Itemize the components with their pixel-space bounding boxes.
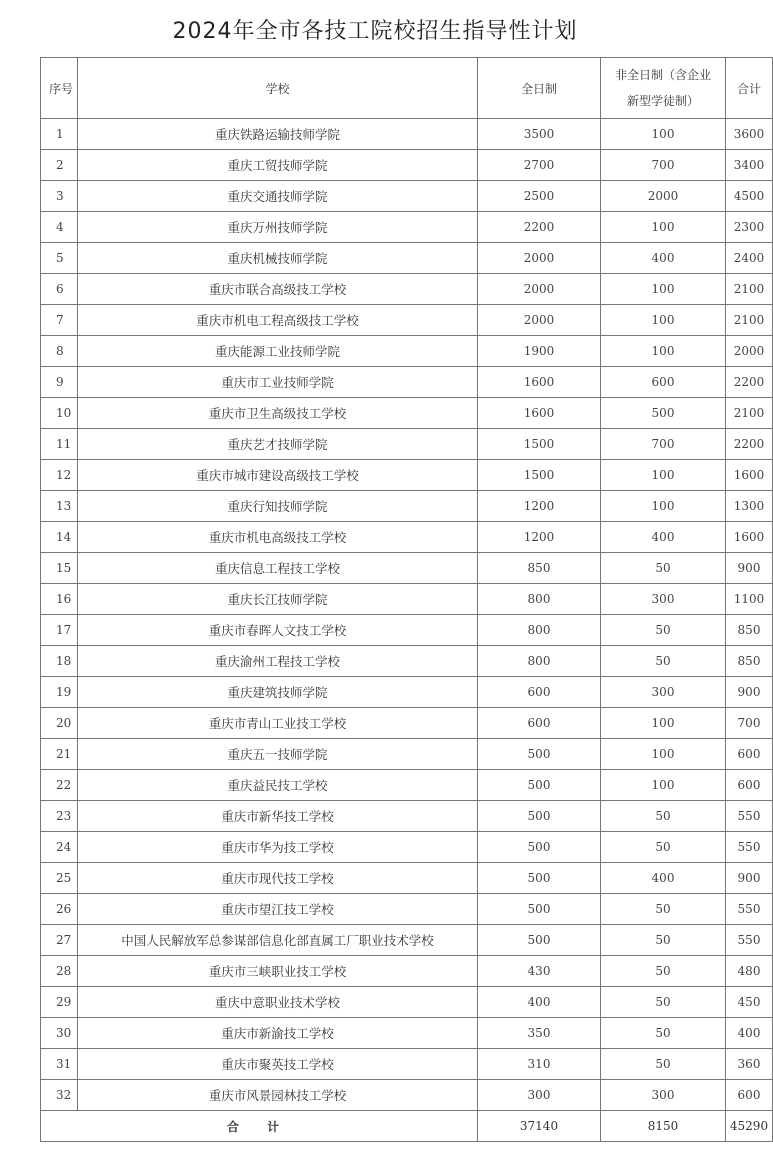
row-fulltime: 2700 — [478, 150, 601, 181]
row-school: 重庆渝州工程技工学校 — [78, 646, 478, 677]
row-fulltime: 600 — [478, 677, 601, 708]
page-title: 2024年全市各技工院校招生指导性计划 — [172, 19, 578, 44]
header-index: 序号 — [41, 58, 78, 119]
row-parttime: 50 — [601, 956, 726, 987]
header-total: 合计 — [726, 58, 773, 119]
row-total: 900 — [726, 863, 773, 894]
row-total: 2000 — [726, 336, 773, 367]
row-index: 9 — [41, 367, 78, 398]
row-school: 重庆信息工程技工学校 — [78, 553, 478, 584]
row-school: 重庆市新渝技工学校 — [78, 1018, 478, 1049]
table-row — [41, 336, 773, 367]
row-school: 重庆市青山工业技工学校 — [78, 708, 478, 739]
row-school: 重庆益民技工学校 — [78, 770, 478, 801]
row-school: 重庆市春晖人文技工学校 — [78, 615, 478, 646]
row-index: 19 — [41, 677, 78, 708]
row-fulltime: 1200 — [478, 522, 601, 553]
row-total: 550 — [726, 801, 773, 832]
row-total: 2200 — [726, 429, 773, 460]
row-parttime: 100 — [601, 305, 726, 336]
table-row — [41, 398, 773, 429]
row-index: 5 — [41, 243, 78, 274]
table-header-row — [41, 58, 773, 119]
row-parttime: 400 — [601, 863, 726, 894]
row-parttime: 100 — [601, 212, 726, 243]
row-index: 3 — [41, 181, 78, 212]
row-total: 450 — [726, 987, 773, 1018]
row-school: 重庆艺才技师学院 — [78, 429, 478, 460]
row-school: 重庆中意职业技术学校 — [78, 987, 478, 1018]
row-index: 18 — [41, 646, 78, 677]
row-fulltime: 400 — [478, 987, 601, 1018]
table-row — [41, 677, 773, 708]
table-row — [41, 181, 773, 212]
table-row — [41, 522, 773, 553]
row-school: 重庆市机电高级技工学校 — [78, 522, 478, 553]
row-total: 2100 — [726, 398, 773, 429]
row-fulltime: 800 — [478, 584, 601, 615]
row-fulltime: 800 — [478, 646, 601, 677]
row-parttime: 2000 — [601, 181, 726, 212]
row-parttime: 100 — [601, 119, 726, 150]
row-total: 3400 — [726, 150, 773, 181]
row-total: 2400 — [726, 243, 773, 274]
row-fulltime: 500 — [478, 894, 601, 925]
row-fulltime: 2200 — [478, 212, 601, 243]
row-fulltime: 2500 — [478, 181, 601, 212]
row-school: 重庆机械技师学院 — [78, 243, 478, 274]
table-row — [41, 119, 773, 150]
row-total: 3600 — [726, 119, 773, 150]
row-school: 重庆长江技师学院 — [78, 584, 478, 615]
row-fulltime: 2000 — [478, 274, 601, 305]
row-total: 550 — [726, 832, 773, 863]
table-row — [41, 243, 773, 274]
row-total: 480 — [726, 956, 773, 987]
table-body — [41, 119, 773, 1111]
row-parttime: 600 — [601, 367, 726, 398]
row-fulltime: 3500 — [478, 119, 601, 150]
row-school: 重庆五一技师学院 — [78, 739, 478, 770]
row-school: 重庆市华为技工学校 — [78, 832, 478, 863]
row-total: 2100 — [726, 274, 773, 305]
table-row — [41, 646, 773, 677]
row-total: 600 — [726, 1080, 773, 1111]
row-index: 30 — [41, 1018, 78, 1049]
row-school: 重庆交通技师学院 — [78, 181, 478, 212]
row-index: 23 — [41, 801, 78, 832]
header-fulltime: 全日制 — [478, 58, 601, 119]
row-total: 1600 — [726, 460, 773, 491]
row-index: 4 — [41, 212, 78, 243]
row-fulltime: 600 — [478, 708, 601, 739]
row-parttime: 100 — [601, 274, 726, 305]
row-total: 400 — [726, 1018, 773, 1049]
table-row — [41, 770, 773, 801]
row-parttime: 300 — [601, 677, 726, 708]
row-total: 4500 — [726, 181, 773, 212]
table-row — [41, 305, 773, 336]
row-school: 重庆市新华技工学校 — [78, 801, 478, 832]
table-row — [41, 801, 773, 832]
row-school: 重庆市望江技工学校 — [78, 894, 478, 925]
header-parttime-line1: 非全日制（含企业 — [614, 68, 711, 82]
row-index: 11 — [41, 429, 78, 460]
table-row — [41, 584, 773, 615]
header-school: 学校 — [78, 58, 478, 119]
table-row — [41, 987, 773, 1018]
row-index: 14 — [41, 522, 78, 553]
row-index: 28 — [41, 956, 78, 987]
row-index: 10 — [41, 398, 78, 429]
total-row — [41, 1111, 773, 1142]
row-index: 13 — [41, 491, 78, 522]
row-parttime: 700 — [601, 429, 726, 460]
row-fulltime: 500 — [478, 863, 601, 894]
total-sum: 45290 — [726, 1111, 773, 1142]
row-fulltime: 1200 — [478, 491, 601, 522]
row-parttime: 400 — [601, 243, 726, 274]
total-label: 合 计 — [41, 1111, 478, 1142]
row-fulltime: 1500 — [478, 460, 601, 491]
row-total: 600 — [726, 770, 773, 801]
row-parttime: 300 — [601, 1080, 726, 1111]
table-row — [41, 150, 773, 181]
row-total: 2300 — [726, 212, 773, 243]
row-fulltime: 310 — [478, 1049, 601, 1080]
total-fulltime: 37140 — [478, 1111, 601, 1142]
row-school: 重庆市机电工程高级技工学校 — [78, 305, 478, 336]
row-parttime: 50 — [601, 1049, 726, 1080]
row-total: 1600 — [726, 522, 773, 553]
row-index: 16 — [41, 584, 78, 615]
row-school: 重庆万州技师学院 — [78, 212, 478, 243]
row-total: 2200 — [726, 367, 773, 398]
row-school: 重庆市城市建设高级技工学校 — [78, 460, 478, 491]
table-row — [41, 553, 773, 584]
row-index: 29 — [41, 987, 78, 1018]
row-fulltime: 300 — [478, 1080, 601, 1111]
row-parttime: 50 — [601, 925, 726, 956]
row-fulltime: 2000 — [478, 243, 601, 274]
row-school: 重庆工贸技师学院 — [78, 150, 478, 181]
table-row — [41, 1080, 773, 1111]
row-index: 1 — [41, 119, 78, 150]
row-school: 重庆市卫生高级技工学校 — [78, 398, 478, 429]
row-parttime: 100 — [601, 739, 726, 770]
row-school: 重庆市工业技师学院 — [78, 367, 478, 398]
row-index: 26 — [41, 894, 78, 925]
row-parttime: 300 — [601, 584, 726, 615]
table-row — [41, 832, 773, 863]
header-parttime-line2: 新型学徒制） — [626, 94, 699, 108]
table-row — [41, 367, 773, 398]
row-fulltime: 2000 — [478, 305, 601, 336]
row-fulltime: 1600 — [478, 398, 601, 429]
table-row — [41, 1018, 773, 1049]
table-row — [41, 956, 773, 987]
row-index: 2 — [41, 150, 78, 181]
row-school: 重庆铁路运输技师学院 — [78, 119, 478, 150]
total-parttime: 8150 — [601, 1111, 726, 1142]
row-index: 12 — [41, 460, 78, 491]
row-parttime: 50 — [601, 615, 726, 646]
row-index: 15 — [41, 553, 78, 584]
table-row — [41, 1049, 773, 1080]
row-total: 1300 — [726, 491, 773, 522]
table-row — [41, 615, 773, 646]
row-total: 700 — [726, 708, 773, 739]
row-school: 重庆市风景园林技工学校 — [78, 1080, 478, 1111]
row-parttime: 50 — [601, 646, 726, 677]
table-row — [41, 212, 773, 243]
row-parttime: 50 — [601, 553, 726, 584]
row-fulltime: 1900 — [478, 336, 601, 367]
row-school: 重庆市联合高级技工学校 — [78, 274, 478, 305]
table-row — [41, 925, 773, 956]
row-parttime: 100 — [601, 336, 726, 367]
row-total: 2100 — [726, 305, 773, 336]
row-fulltime: 500 — [478, 832, 601, 863]
row-index: 6 — [41, 274, 78, 305]
row-parttime: 100 — [601, 770, 726, 801]
row-parttime: 50 — [601, 832, 726, 863]
row-fulltime: 430 — [478, 956, 601, 987]
row-parttime: 100 — [601, 460, 726, 491]
row-parttime: 100 — [601, 491, 726, 522]
row-parttime: 50 — [601, 987, 726, 1018]
row-total: 550 — [726, 894, 773, 925]
table-row — [41, 708, 773, 739]
row-fulltime: 1500 — [478, 429, 601, 460]
row-school: 重庆市三峡职业技工学校 — [78, 956, 478, 987]
row-school: 重庆市聚英技工学校 — [78, 1049, 478, 1080]
row-school: 中国人民解放军总参谋部信息化部直属工厂职业技术学校 — [78, 925, 478, 956]
row-parttime: 400 — [601, 522, 726, 553]
table-row — [41, 460, 773, 491]
row-total: 850 — [726, 646, 773, 677]
row-parttime: 50 — [601, 801, 726, 832]
table-row — [41, 274, 773, 305]
row-index: 27 — [41, 925, 78, 956]
row-total: 600 — [726, 739, 773, 770]
row-school: 重庆市现代技工学校 — [78, 863, 478, 894]
table-row — [41, 429, 773, 460]
row-school: 重庆行知技师学院 — [78, 491, 478, 522]
row-parttime: 100 — [601, 708, 726, 739]
row-total: 550 — [726, 925, 773, 956]
row-total: 900 — [726, 677, 773, 708]
table-row — [41, 491, 773, 522]
row-fulltime: 500 — [478, 801, 601, 832]
row-parttime: 50 — [601, 1018, 726, 1049]
row-index: 25 — [41, 863, 78, 894]
row-total: 850 — [726, 615, 773, 646]
row-index: 17 — [41, 615, 78, 646]
row-parttime: 500 — [601, 398, 726, 429]
row-fulltime: 1600 — [478, 367, 601, 398]
table-row — [41, 894, 773, 925]
row-fulltime: 850 — [478, 553, 601, 584]
table-row — [41, 739, 773, 770]
enrollment-plan-table — [40, 57, 773, 1142]
row-fulltime: 500 — [478, 770, 601, 801]
row-total: 1100 — [726, 584, 773, 615]
row-parttime: 700 — [601, 150, 726, 181]
row-index: 7 — [41, 305, 78, 336]
row-total: 900 — [726, 553, 773, 584]
row-index: 20 — [41, 708, 78, 739]
row-index: 32 — [41, 1080, 78, 1111]
row-index: 21 — [41, 739, 78, 770]
row-fulltime: 800 — [478, 615, 601, 646]
header-parttime — [601, 58, 726, 119]
row-fulltime: 500 — [478, 925, 601, 956]
row-school: 重庆建筑技师学院 — [78, 677, 478, 708]
row-index: 24 — [41, 832, 78, 863]
row-index: 31 — [41, 1049, 78, 1080]
row-fulltime: 500 — [478, 739, 601, 770]
row-parttime: 50 — [601, 894, 726, 925]
row-school: 重庆能源工业技师学院 — [78, 336, 478, 367]
row-total: 360 — [726, 1049, 773, 1080]
row-index: 8 — [41, 336, 78, 367]
row-index: 22 — [41, 770, 78, 801]
row-fulltime: 350 — [478, 1018, 601, 1049]
table-row — [41, 863, 773, 894]
